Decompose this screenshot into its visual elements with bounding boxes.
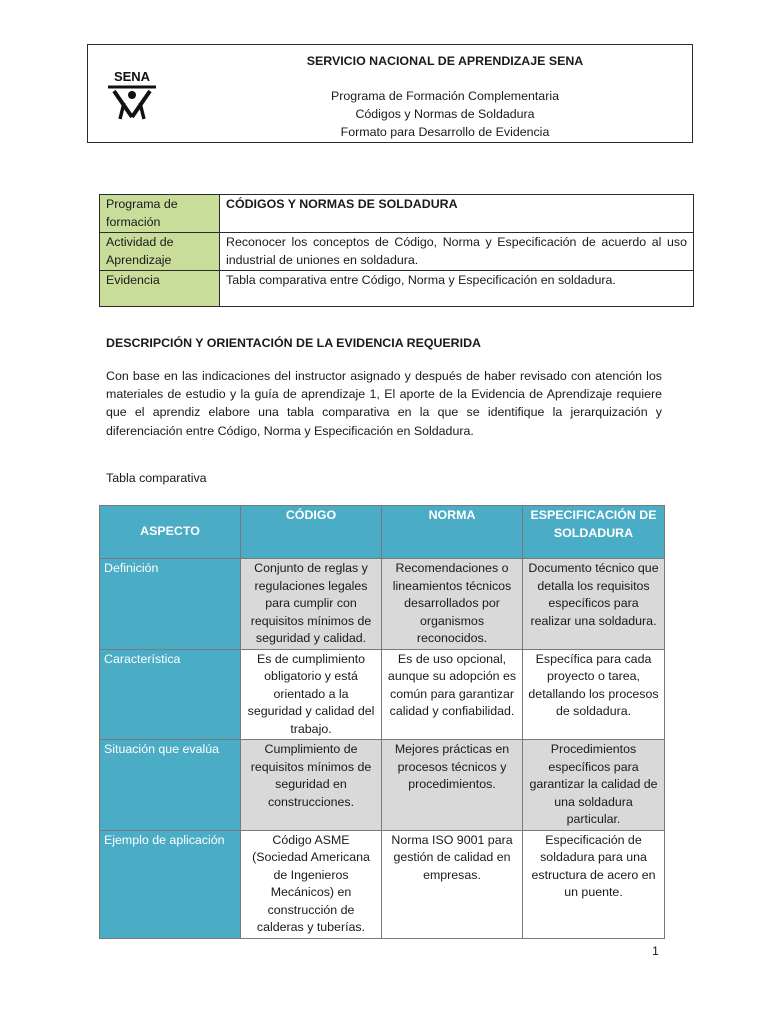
info-label: Actividad de Aprendizaje: [100, 233, 220, 271]
table-cell: Es de uso opcional, aunque su adopción es común para garantizar calidad y confiabilidad.: [382, 649, 523, 740]
svg-text:SENA: SENA: [113, 69, 151, 84]
info-row: [100, 233, 694, 271]
document-header: [87, 44, 693, 143]
row-label: Característica: [100, 649, 241, 740]
table-cell: Especificación de soldadura para una estructura de acero en un puente.: [523, 830, 665, 938]
table-row: [100, 649, 665, 740]
info-value: Reconocer los conceptos de Código, Norma y Especificación de acuerdo al uso industrial de uniones en soldadura.: [220, 233, 694, 271]
table-cell: Código ASME (Sociedad Americana de Ingenieros Mecánicos) en construcción de calderas y tuberías.: [241, 830, 382, 938]
sena-logo-icon: [104, 67, 160, 123]
row-label: Definición: [100, 559, 241, 650]
comparison-table: [99, 505, 665, 939]
column-header-codigo: CÓDIGO: [241, 506, 382, 559]
section-title: DESCRIPCIÓN Y ORIENTACIÓN DE LA EVIDENCIA REQUERIDA: [106, 336, 481, 350]
table-cell: Mejores prácticas en procesos técnicos y procedimientos.: [382, 740, 523, 831]
table-caption: Tabla comparativa: [106, 471, 207, 485]
column-header-aspecto: ASPECTO: [100, 506, 241, 559]
header-line: Programa de Formación Complementaria: [331, 89, 559, 103]
table-cell: Cumplimiento de requisitos mínimos de seguridad en construcciones.: [241, 740, 382, 831]
info-label: Evidencia: [100, 271, 220, 307]
table-cell: Documento técnico que detalla los requisitos específicos para realizar una soldadura.: [523, 559, 665, 650]
info-row: [100, 271, 694, 307]
table-cell: Procedimientos específicos para garantizar la calidad de una soldadura particular.: [523, 740, 665, 831]
row-label: Ejemplo de aplicación: [100, 830, 241, 938]
description-paragraph: Con base en las indicaciones del instructor asignado y después de haber revisado con atención los materiales de estudio y la guía de aprendizaje 1, El aporte de la Evidencia de Aprendizaje requiere que el aprendiz elabore una tabla comparativa en la que se identifique la jerarquización y diferenciación entre Código, Norma y Especificación en Soldadura.: [106, 369, 662, 438]
table-cell: Es de cumplimiento obligatorio y está orientado a la seguridad y calidad del trabajo.: [241, 649, 382, 740]
header-line: Formato para Desarrollo de Evidencia: [340, 125, 550, 139]
table-cell: Conjunto de reglas y regulaciones legales para cumplir con requisitos mínimos de seguridad y calidad.: [241, 559, 382, 650]
info-value: CÓDIGOS Y NORMAS DE SOLDADURA: [220, 195, 694, 233]
table-cell: Específica para cada proyecto o tarea, detallando los procesos de soldadura.: [523, 649, 665, 740]
info-label: Programa de formación: [100, 195, 220, 233]
table-row: [100, 740, 665, 831]
row-label: Situación que evalúa: [100, 740, 241, 831]
table-cell: Recomendaciones o lineamientos técnicos desarrollados por organismos reconocidos.: [382, 559, 523, 650]
header-title: SERVICIO NACIONAL DE APRENDIZAJE SENA: [306, 54, 584, 68]
page-number: 1: [652, 944, 659, 958]
table-row: [100, 559, 665, 650]
table-row: [100, 830, 665, 938]
info-table: [99, 194, 694, 307]
header-line: Códigos y Normas de Soldadura: [355, 107, 535, 121]
column-header-especificacion: ESPECIFICACIÓN DE SOLDADURA: [523, 506, 665, 559]
table-cell: Norma ISO 9001 para gestión de calidad en empresas.: [382, 830, 523, 938]
header-subtitle-lines: [198, 88, 692, 142]
column-header-norma: NORMA: [382, 506, 523, 559]
table-header-row: [100, 506, 665, 559]
info-value: Tabla comparativa entre Código, Norma y Especificación en soldadura.: [220, 271, 694, 307]
info-row: [100, 195, 694, 233]
